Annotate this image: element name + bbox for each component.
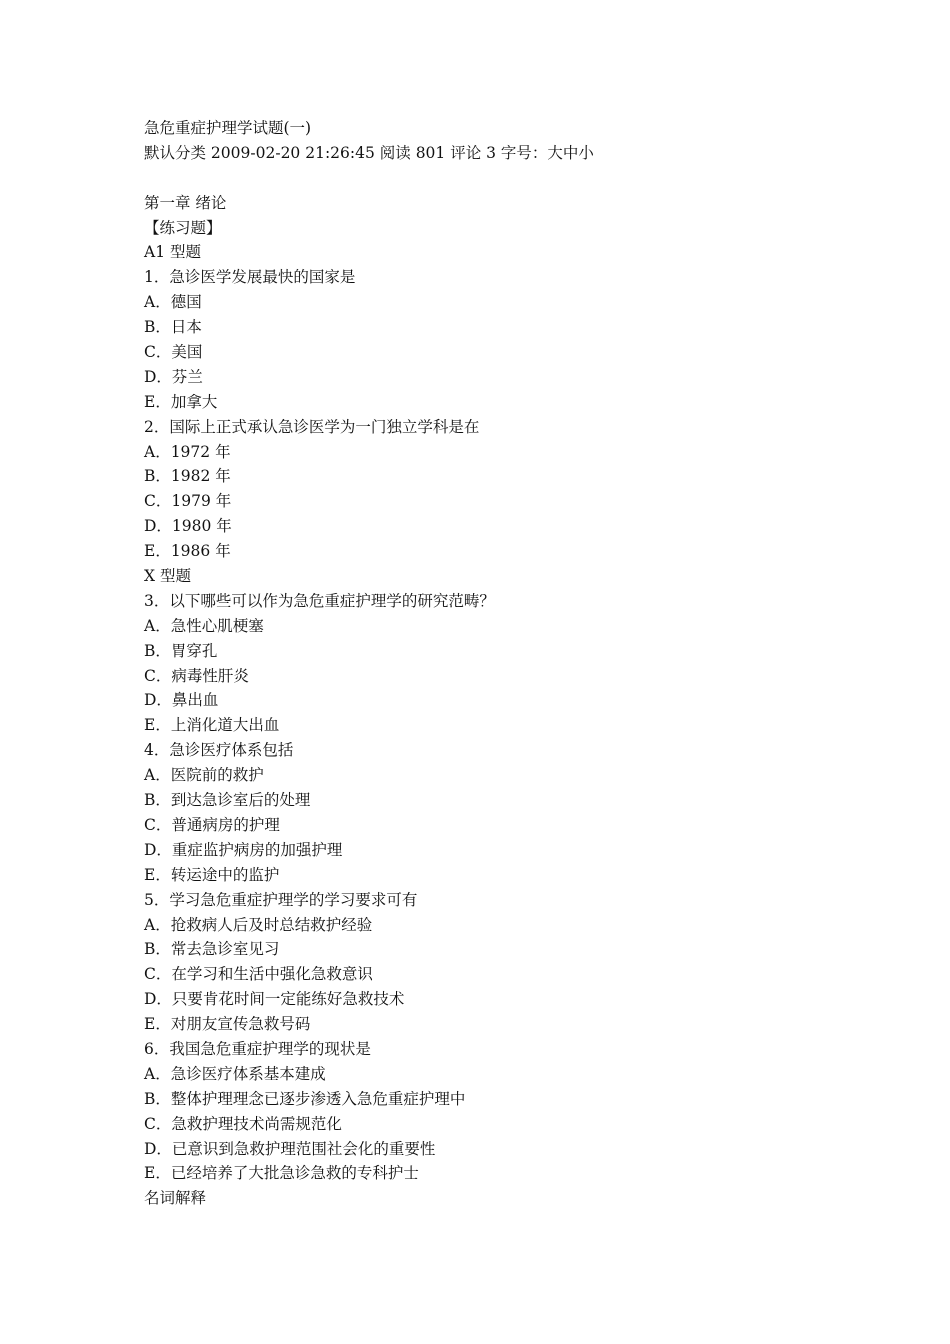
question-type-x: X 型题 [144, 567, 191, 586]
question-type-a1: A1 型题 [144, 243, 201, 262]
question-5-stem: 5．学习急危重症护理学的学习要求可有 [144, 890, 418, 909]
question-4-stem: 4．急诊医疗体系包括 [144, 741, 294, 760]
question-4-option-b: B．到达急诊室后的处理 [144, 791, 311, 810]
question-6-option-c: C．急救护理技术尚需规范化 [144, 1114, 342, 1133]
question-5-option-b: B．常去急诊室见习 [144, 940, 280, 959]
question-2-option-e: E．1986 年 [144, 542, 231, 561]
question-5-option-e: E．对朋友宣传急救号码 [144, 1015, 311, 1034]
question-3-option-b: B．胃穿孔 [144, 641, 218, 660]
question-6-stem: 6．我国急危重症护理学的现状是 [144, 1039, 371, 1058]
question-6-option-d: D．已意识到急救护理范围社会化的重要性 [144, 1139, 436, 1158]
question-3-option-e: E．上消化道大出血 [144, 716, 280, 735]
question-5-option-d: D．只要肯花时间一定能练好急救技术 [144, 990, 405, 1009]
question-1-option-a: A．德国 [144, 293, 202, 312]
question-2-option-a: A．1972 年 [144, 442, 231, 461]
question-2-option-b: B．1982 年 [144, 467, 231, 486]
question-1-stem: 1．急诊医学发展最快的国家是 [144, 268, 356, 287]
question-4-option-c: C．普通病房的护理 [144, 815, 280, 834]
question-1-option-c: C．美国 [144, 343, 203, 362]
question-5-option-a: A．抢救病人后及时总结救护经验 [144, 915, 373, 934]
question-2-stem: 2．国际上正式承认急诊医学为一门独立学科是在 [144, 417, 480, 436]
question-3-option-d: D．鼻出血 [144, 691, 219, 710]
question-3-option-a: A．急性心肌梗塞 [144, 616, 264, 635]
question-4-option-d: D．重症监护病房的加强护理 [144, 840, 343, 859]
question-6-option-a: A．急诊医疗体系基本建成 [144, 1064, 326, 1083]
document-title: 急危重症护理学试题(一) [144, 119, 312, 137]
question-4-option-e: E．转运途中的监护 [144, 865, 280, 884]
question-4-option-a: A．医院前的救护 [144, 766, 264, 785]
question-1-option-e: E．加拿大 [144, 392, 218, 411]
question-6-option-e: E．已经培养了大批急诊急救的专科护士 [144, 1164, 419, 1183]
blank-line [144, 166, 904, 191]
question-2-option-c: C．1979 年 [144, 492, 232, 511]
question-3-stem: 3．以下哪些可以作为急危重症护理学的研究范畴？ [144, 591, 495, 610]
term-section-heading: 名词解释 [144, 1189, 207, 1208]
question-2-option-d: D．1980 年 [144, 517, 232, 536]
section-heading: 【练习题】 [144, 218, 222, 237]
document-page [144, 116, 904, 1211]
question-1-option-d: D．芬兰 [144, 367, 203, 386]
question-1-option-b: B．日本 [144, 318, 202, 337]
question-6-option-b: B．整体护理理念已逐步渗透入急危重症护理中 [144, 1089, 466, 1108]
question-5-option-c: C．在学习和生活中强化急救意识 [144, 965, 373, 984]
chapter-heading: 第一章 绪论 [144, 193, 227, 212]
question-3-option-c: C．病毒性肝炎 [144, 666, 249, 685]
document-meta: 默认分类 2009-02-20 21:26:45 阅读 801 评论 3 字号：大中小 [144, 143, 594, 162]
